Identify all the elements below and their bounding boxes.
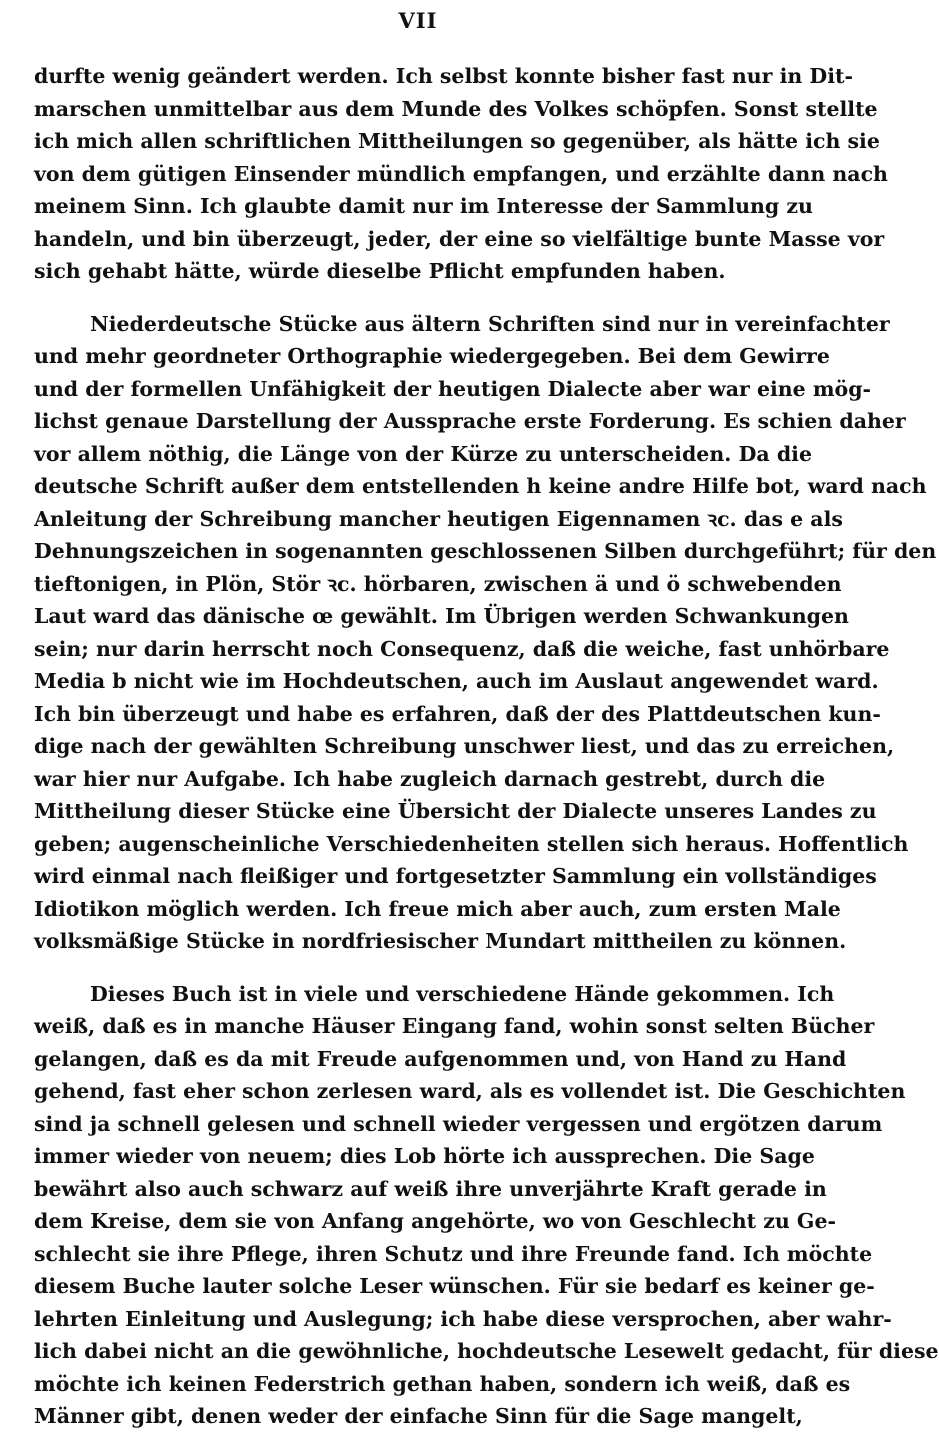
text-line: sind ja schnell gelesen und schnell wieder vergessen und ergötzen darum xyxy=(34,1111,883,1136)
page-number: VII xyxy=(398,8,438,33)
paragraph xyxy=(34,308,937,958)
text-line: sich gehabt hätte, würde dieselbe Pflicht empfunden haben. xyxy=(34,259,726,283)
text-line: meinem Sinn. Ich glaubte damit nur im Interesse der Sammlung zu xyxy=(34,194,813,218)
text-line: lichst genaue Darstellung der Aussprache erste Forderung. Es schien daher xyxy=(34,409,906,433)
text-line: Niederdeutsche Stücke aus ältern Schriften sind nur in vereinfachter xyxy=(90,311,890,336)
text-line: dige nach der gewählten Schreibung unschwer liest, und das zu erreichen, xyxy=(34,734,895,758)
text-line: deutsche Schrift außer dem entstellenden h keine andre Hilfe bot, ward nach xyxy=(34,474,927,498)
body-text xyxy=(34,60,939,1433)
text-line: von dem gütigen Einsender mündlich empfangen, und erzählte dann nach xyxy=(34,161,888,186)
text-line: bewährt also auch schwarz auf weiß ihre unverjährte Kraft gerade in xyxy=(34,1176,827,1201)
text-line: weiß, daß es in manche Häuser Eingang fand, wohin sonst selten Bücher xyxy=(34,1014,875,1038)
text-line: volksmäßige Stücke in nordfriesischer Mundart mittheilen zu können. xyxy=(34,929,847,953)
text-line: geben; augenscheinliche Verschiedenheiten stellen sich heraus. Hoffentlich xyxy=(34,831,909,856)
text-line: und der formellen Unfähigkeit der heutigen Dialecte aber war eine mög- xyxy=(34,376,872,401)
text-line: lich dabei nicht an die gewöhnliche, hochdeutsche Lesewelt gedacht, für diese xyxy=(34,1339,939,1363)
text-line: war hier nur Aufgabe. Ich habe zugleich darnach gestrebt, durch die xyxy=(34,766,826,791)
text-line: Dehnungszeichen in sogenannten geschlossenen Silben durchgeführt; für den xyxy=(34,539,937,563)
text-line: lehrten Einleitung und Auslegung; ich habe diese versprochen, aber wahr- xyxy=(34,1306,892,1331)
text-line: durfte wenig geändert werden. Ich selbst konnte bisher fast nur in Dit- xyxy=(34,64,853,88)
text-line: Ich bin überzeugt und habe es erfahren, daß der des Plattdeutschen kun- xyxy=(34,701,881,726)
text-line: möchte ich keinen Federstrich gethan haben, sondern ich weiß, daß es xyxy=(34,1371,851,1396)
text-line: Dieses Buch ist in viele und verschiedene Hände gekommen. Ich xyxy=(90,981,835,1006)
text-line: gelangen, daß es da mit Freude aufgenommen und, von Hand zu Hand xyxy=(34,1046,847,1071)
text-line: immer wieder von neuem; dies Lob hörte ich aussprechen. Die Sage xyxy=(34,1144,815,1168)
text-line: diesem Buche lauter solche Leser wünschen. Für sie bedarf es keiner ge- xyxy=(34,1274,875,1298)
text-line: vor allem nöthig, die Länge von der Kürze zu unterscheiden. Da die xyxy=(34,441,812,466)
text-line: Idiotikon möglich werden. Ich freue mich aber auch, zum ersten Male xyxy=(34,896,841,921)
text-line: tieftonigen, in Plön, Stör ꝛc. hörbaren, zwischen ä und ö schwebenden xyxy=(34,571,842,596)
text-line: Anleitung der Schreibung mancher heutigen Eigennamen ꝛc. das e als xyxy=(34,506,843,531)
paragraph xyxy=(34,60,888,288)
text-line: handeln, und bin überzeugt, jeder, der eine so vielfältige bunte Masse vor xyxy=(34,226,885,251)
text-line: ich mich allen schriftlichen Mittheilungen so gegenüber, als hätte ich sie xyxy=(34,129,880,153)
paragraph xyxy=(34,978,939,1433)
text-line: sein; nur darin herrscht noch Consequenz, daß die weiche, fast unhörbare xyxy=(34,636,890,661)
text-line: marschen unmittelbar aus dem Munde des Volkes schöpfen. Sonst stellte xyxy=(34,96,878,121)
text-line: Männer gibt, denen weder der einfache Sinn für die Sage mangelt, xyxy=(34,1404,803,1428)
text-line: schlecht sie ihre Pflege, ihren Schutz und ihre Freunde fand. Ich möchte xyxy=(34,1241,873,1266)
text-line: Media b nicht wie im Hochdeutschen, auch im Auslaut angewendet ward. xyxy=(34,669,879,693)
text-line: Mittheilung dieser Stücke eine Übersicht der Dialecte unseres Landes zu xyxy=(34,799,877,823)
text-line: dem Kreise, dem sie von Anfang angehörte, wo von Geschlecht zu Ge- xyxy=(34,1209,836,1233)
text-line: gehend, fast eher schon zerlesen ward, als es vollendet ist. Die Geschichten xyxy=(34,1079,906,1103)
text-line: wird einmal nach fleißiger und fortgesetzter Sammlung ein vollständiges xyxy=(34,864,877,888)
text-line: und mehr geordneter Orthographie wiedergegeben. Bei dem Gewirre xyxy=(34,344,830,368)
text-line: Laut ward das dänische œ gewählt. Im Übrigen werden Schwankungen xyxy=(34,604,849,628)
